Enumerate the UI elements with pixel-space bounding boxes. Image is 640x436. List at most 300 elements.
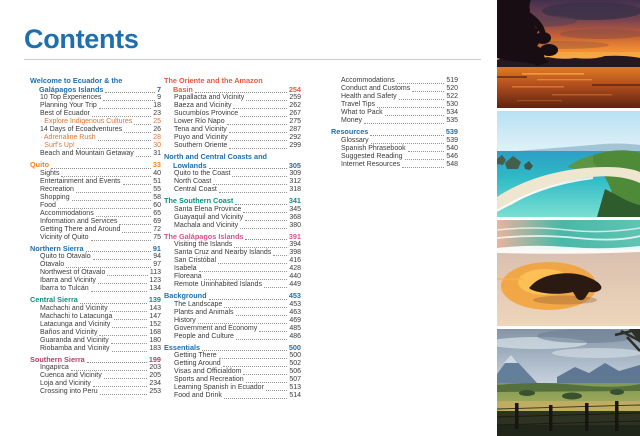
entry-label: Getting There — [174, 352, 217, 359]
toc-entry — [164, 352, 301, 360]
dot-leader — [235, 204, 286, 205]
entry-label: Internet Resources — [341, 160, 401, 168]
entry-label: Crossing into Peru — [40, 388, 98, 395]
entry-page-number: 58 — [153, 193, 161, 201]
dot-leader — [99, 108, 151, 109]
section-page-number: 7 — [156, 84, 161, 94]
entry-page-number: 299 — [289, 142, 301, 149]
section-heading — [164, 153, 301, 170]
entry-page-number: 143 — [149, 304, 161, 312]
entry-page-number: 30 — [153, 142, 161, 149]
toc-entry — [30, 94, 161, 102]
dot-leader — [136, 156, 151, 157]
dot-leader — [385, 115, 445, 116]
toc-entry — [30, 305, 161, 313]
section-page-number: 305 — [288, 160, 301, 170]
section-heading — [164, 197, 301, 206]
toc-entry — [164, 170, 301, 178]
dot-leader — [236, 315, 288, 316]
entry-label: Entertainment and Events — [40, 177, 121, 185]
entry-label: Machachi to Latacunga — [40, 312, 113, 320]
toc-entry — [30, 170, 161, 178]
entry-label: North Coast — [174, 178, 212, 185]
entry-label: Quito to the Coast — [174, 170, 231, 177]
entry-label: Accommodations — [40, 209, 94, 217]
section-label: Quito — [30, 160, 50, 169]
dot-leader — [202, 350, 287, 351]
dot-leader — [104, 378, 148, 379]
entry-label: The Landscape — [174, 300, 223, 308]
entry-page-number: 31 — [153, 150, 161, 157]
entry-page-number: 147 — [149, 312, 161, 320]
dot-leader — [405, 159, 445, 160]
entry-label: Spanish Phrasebook — [341, 144, 406, 152]
entry-page-number: 134 — [149, 285, 161, 292]
toc-entry — [331, 77, 458, 85]
entry-page-number: 318 — [289, 186, 301, 193]
title-divider — [24, 59, 481, 60]
entry-page-number: 368 — [289, 213, 301, 221]
entry-page-number: 267 — [289, 110, 301, 117]
entry-label: Best of Ecuador — [40, 110, 90, 117]
entry-label: Riobamba and Vicinity — [40, 344, 110, 352]
toc-entry — [164, 222, 301, 230]
section-heading-line — [30, 296, 161, 305]
section-page-number: 254 — [288, 84, 301, 94]
dot-leader — [71, 370, 148, 371]
section-page-number: 500 — [288, 342, 301, 352]
dot-leader — [264, 287, 287, 288]
entry-page-number: 259 — [289, 94, 301, 101]
toc-entry — [164, 118, 301, 126]
entry-page-number: 520 — [446, 85, 458, 92]
toc-entry — [30, 313, 161, 321]
section-heading — [331, 128, 458, 137]
dot-leader — [93, 386, 147, 387]
entry-page-number: 500 — [289, 352, 301, 359]
entry-page-number: 9 — [157, 94, 161, 101]
entry-label: Santa Elena Province — [174, 205, 242, 213]
entry-page-number: 485 — [289, 324, 301, 332]
dot-leader — [98, 140, 152, 141]
entry-page-number: 72 — [153, 225, 161, 233]
dot-leader — [243, 374, 287, 375]
section-heading-line — [164, 86, 301, 95]
dot-leader — [243, 212, 287, 213]
toc-entry — [164, 126, 301, 134]
toc-entry — [164, 309, 301, 317]
toc-section — [30, 245, 161, 294]
entry-label: 14 Days of Ecoadventures — [40, 126, 123, 133]
toc-entry — [164, 333, 301, 341]
entry-page-number: 345 — [289, 205, 301, 213]
section-label: The Oriente and the Amazon — [164, 76, 263, 85]
section-label: Lowlands — [173, 160, 207, 170]
entry-label: Otavalo — [40, 261, 65, 268]
dot-leader — [58, 208, 151, 209]
entry-page-number: 97 — [153, 261, 161, 268]
toc-entry — [30, 285, 161, 293]
entry-page-number: 453 — [289, 300, 301, 308]
entry-label: Money — [341, 117, 363, 124]
entry-label: Ingapirca — [40, 364, 69, 371]
entry-page-number: 152 — [149, 320, 161, 328]
dot-leader — [377, 107, 444, 108]
entry-page-number: 205 — [149, 372, 161, 379]
dot-leader — [195, 92, 287, 93]
dot-leader — [87, 362, 147, 363]
entry-label: Planning Your Trip — [40, 102, 97, 109]
entry-label: Accommodations — [341, 77, 395, 84]
section-page-number: 341 — [288, 196, 301, 205]
entry-label: Glossary — [341, 136, 369, 144]
toc-entry — [30, 134, 161, 142]
entry-label: Remote Uninhabited Islands — [174, 281, 262, 288]
entry-page-number: 51 — [153, 177, 161, 185]
dot-leader — [99, 335, 147, 336]
entry-page-number: 540 — [446, 144, 458, 152]
dot-leader — [77, 148, 151, 149]
entry-label: People and Culture — [174, 332, 234, 340]
entry-label: · Surf's Up! — [40, 142, 75, 149]
entry-page-number: 309 — [289, 170, 301, 177]
entry-label: What to Pack — [341, 109, 383, 116]
entry-label: Central Coast — [174, 186, 217, 193]
toc-entry — [30, 269, 161, 277]
dot-leader — [111, 343, 148, 344]
section-heading-line — [164, 233, 301, 242]
toc-entry — [331, 161, 458, 169]
toc-entry — [164, 376, 301, 384]
entry-page-number: 312 — [289, 178, 301, 185]
section-label: Background — [164, 291, 207, 300]
entry-label: Government and Economy — [174, 324, 258, 332]
entry-page-number: 40 — [153, 169, 161, 177]
toc-entry — [30, 321, 161, 329]
entry-label: San Cristóbal — [174, 257, 217, 264]
dot-leader — [273, 255, 287, 256]
dot-leader — [224, 307, 287, 308]
entry-page-number: 394 — [289, 241, 301, 248]
entry-label: Plants and Animals — [174, 308, 234, 316]
toc-entry — [164, 360, 301, 368]
section-heading — [164, 233, 301, 242]
dot-leader — [51, 168, 151, 169]
entry-label: Visiting the Islands — [174, 241, 233, 248]
toc-entry — [30, 186, 161, 194]
entry-label: Papallacta and Vicinity — [174, 94, 245, 101]
entry-label: Ibarra to Tulcán — [40, 285, 89, 292]
entry-label: · Adrenaline Rush — [40, 134, 96, 141]
entry-page-number: 502 — [289, 360, 301, 367]
toc-section — [164, 197, 301, 230]
entry-page-number: 546 — [446, 152, 458, 160]
entry-label: Guaranda and Vicinity — [40, 336, 109, 344]
entry-page-number: 234 — [149, 380, 161, 387]
dot-leader — [112, 351, 148, 352]
entry-page-number: 440 — [289, 273, 301, 280]
toc-entry — [30, 380, 161, 388]
entry-label: Sports and Recreation — [174, 376, 244, 383]
section-heading — [164, 292, 301, 301]
dot-leader — [223, 366, 288, 367]
entry-page-number: 113 — [149, 269, 161, 276]
entry-label: Baños and Vicinity — [40, 328, 98, 336]
entry-label: Food — [40, 201, 56, 209]
dot-leader — [245, 220, 287, 221]
entry-label: Travel Tips — [341, 101, 375, 108]
entry-page-number: 535 — [446, 117, 458, 124]
section-page-number: 199 — [148, 354, 161, 364]
entry-label: Tena and Vicinity — [174, 126, 227, 133]
entry-label: Isabela — [174, 265, 197, 272]
entry-label: Suggested Reading — [341, 152, 403, 160]
section-heading-line — [164, 162, 301, 171]
section-label: The Southern Coast — [164, 196, 234, 205]
toc-entry — [164, 368, 301, 376]
toc-entry — [30, 126, 161, 134]
dot-leader — [227, 124, 288, 125]
dot-leader — [236, 339, 287, 340]
toc-section — [331, 77, 458, 125]
dot-leader — [209, 168, 287, 169]
entry-label: Southern Oriente — [174, 142, 228, 149]
dot-leader — [72, 200, 152, 201]
section-page-number: 453 — [288, 291, 301, 300]
toc-entry — [164, 325, 301, 333]
dot-leader — [198, 323, 288, 324]
toc-section — [331, 128, 458, 169]
toc-section — [30, 356, 161, 397]
toc-entry — [30, 388, 161, 396]
dot-leader — [123, 184, 152, 185]
dot-leader — [229, 132, 288, 133]
section-label: Welcome to Ecuador & the — [30, 76, 123, 85]
toc-entry — [164, 206, 301, 214]
section-heading — [30, 161, 161, 170]
section-heading-line — [331, 128, 458, 137]
dot-leader — [122, 232, 151, 233]
section-page-number: 539 — [445, 127, 458, 136]
entry-page-number: 287 — [289, 126, 301, 133]
toc-column-3 — [331, 77, 458, 169]
dot-leader — [209, 299, 287, 300]
toc-entry — [30, 118, 161, 126]
entry-label: Sights — [40, 169, 60, 177]
dot-leader — [230, 140, 288, 141]
andes-volcano-photo — [497, 329, 640, 436]
section-heading-line — [30, 245, 161, 254]
dot-leader — [107, 275, 147, 276]
dot-leader — [80, 303, 147, 304]
toc-entry — [164, 241, 301, 249]
dot-leader — [76, 192, 151, 193]
dot-leader — [134, 124, 151, 125]
toc-entry — [30, 277, 161, 285]
toc-entry — [164, 392, 301, 400]
toc-entry — [30, 194, 161, 202]
dot-leader — [259, 331, 287, 332]
entry-page-number: 183 — [149, 344, 161, 352]
section-heading — [164, 344, 301, 353]
section-heading-line — [164, 292, 301, 301]
toc-entry — [164, 249, 301, 257]
dot-leader — [199, 271, 288, 272]
toc-entry — [331, 137, 458, 145]
entry-page-number: 507 — [289, 376, 301, 383]
entry-page-number: 18 — [153, 102, 161, 109]
toc-entry — [30, 102, 161, 110]
section-label: The Galápagos Islands — [164, 231, 244, 241]
section-label: North and Central Coasts and — [164, 152, 267, 161]
section-label: Resources — [331, 127, 369, 136]
dot-leader — [105, 92, 154, 93]
toc-entry — [30, 372, 161, 380]
dot-leader — [408, 151, 445, 152]
entry-page-number: 486 — [289, 332, 301, 340]
toc-entry — [30, 329, 161, 337]
toc-entry — [30, 337, 161, 345]
entry-page-number: 253 — [149, 388, 161, 395]
entry-label: Visas and Officialdom — [174, 368, 242, 375]
section-heading-line — [164, 344, 301, 353]
dot-leader — [98, 283, 147, 284]
toc-entry — [164, 301, 301, 309]
page-title: Contents — [24, 24, 139, 54]
entry-page-number: 262 — [289, 102, 301, 109]
toc-entry — [30, 202, 161, 210]
entry-label: Getting Around — [174, 360, 221, 367]
dot-leader — [93, 259, 152, 260]
entry-label: Cuenca and Vicinity — [40, 372, 102, 379]
dot-leader — [112, 327, 147, 328]
entry-label: Health and Safety — [341, 93, 397, 100]
dot-leader — [399, 99, 445, 100]
toc-section — [164, 292, 301, 341]
toc-column-2 — [164, 77, 301, 400]
section-label: Galápagos Islands — [39, 84, 104, 94]
entry-page-number: 26 — [153, 126, 161, 133]
section-page-number: 91 — [152, 243, 161, 253]
toc-entry — [30, 364, 161, 372]
dot-leader — [240, 228, 287, 229]
entry-page-number: 180 — [149, 336, 161, 344]
entry-label: History — [174, 316, 196, 324]
dot-leader — [371, 143, 445, 144]
toc-entry — [331, 109, 458, 117]
dot-leader — [397, 83, 445, 84]
entry-label: Beach and Mountain Getaway — [40, 150, 134, 157]
section-page-number: 391 — [288, 231, 301, 241]
toc-entry — [30, 226, 161, 234]
dot-leader — [246, 382, 288, 383]
toc-entry — [164, 265, 301, 273]
dot-leader — [266, 390, 287, 391]
dot-leader — [229, 148, 287, 149]
entry-page-number: 522 — [446, 93, 458, 100]
toc-entry — [164, 214, 301, 222]
dot-leader — [232, 176, 287, 177]
entry-label: Vicinity of Quito — [40, 233, 89, 241]
toc-entry — [30, 218, 161, 226]
toc-section — [164, 233, 301, 290]
toc-entry — [30, 150, 161, 158]
dot-leader — [412, 91, 444, 92]
entry-page-number: 469 — [289, 316, 301, 324]
dot-leader — [119, 224, 151, 225]
entry-label: Recreation — [40, 185, 74, 193]
beach-cove-photo — [497, 111, 640, 217]
dot-leader — [110, 311, 148, 312]
section-heading-line — [30, 356, 161, 365]
sea-lion-beach-photo — [497, 220, 640, 326]
section-page-number: 139 — [148, 295, 161, 304]
entry-label: Learning Spanish in Ecuador — [174, 384, 264, 391]
entry-page-number: 94 — [153, 253, 161, 260]
toc-entry — [30, 178, 161, 186]
toc-entry — [30, 210, 161, 218]
dot-leader — [204, 279, 288, 280]
toc-entry — [164, 110, 301, 118]
entry-label: · Explore Indigenous Cultures — [40, 118, 133, 125]
dot-leader — [402, 167, 444, 168]
section-label: Essentials — [164, 342, 201, 352]
entry-page-number: 203 — [149, 364, 161, 371]
entry-label: Information and Services — [40, 217, 118, 225]
section-heading — [30, 356, 161, 365]
entry-page-number: 75 — [153, 233, 161, 241]
entry-label: Baeza and Vicinity — [174, 102, 232, 109]
entry-label: Floreana — [174, 273, 202, 280]
toc-entry — [164, 281, 301, 289]
entry-label: 10 Top Experiences — [40, 94, 102, 101]
toc-entry — [164, 142, 301, 150]
dot-leader — [96, 216, 152, 217]
toc-entry — [30, 142, 161, 150]
entry-label: Shopping — [40, 193, 70, 201]
toc-section — [30, 77, 161, 158]
dot-leader — [218, 263, 287, 264]
dot-leader — [114, 319, 147, 320]
section-label: Northern Sierra — [30, 243, 84, 253]
section-page-number: 33 — [152, 160, 161, 169]
entry-label: Guayaquil and Vicinity — [174, 213, 244, 221]
entry-label: Conduct and Customs — [341, 85, 411, 92]
entry-label: Santa Cruz and Nearby Islands — [174, 249, 272, 256]
section-heading — [164, 77, 301, 94]
entry-page-number: 123 — [149, 277, 161, 284]
dot-leader — [233, 108, 287, 109]
dot-leader — [91, 291, 148, 292]
toc-entry — [164, 134, 301, 142]
toc-entry — [164, 317, 301, 325]
toc-entry — [30, 234, 161, 242]
toc-entry — [331, 153, 458, 161]
entry-label: Machachi and Vicinity — [40, 304, 108, 312]
dot-leader — [66, 267, 151, 268]
dot-leader — [245, 239, 286, 240]
toc-entry — [331, 145, 458, 153]
dot-leader — [124, 132, 151, 133]
entry-page-number: 519 — [446, 77, 458, 84]
toc-entry — [331, 93, 458, 101]
entry-page-number: 548 — [446, 160, 458, 168]
section-heading-line — [164, 197, 301, 206]
entry-page-number: 69 — [153, 217, 161, 225]
entry-label: Machala and Vicinity — [174, 221, 239, 229]
dot-leader — [92, 116, 151, 117]
toc-entry — [164, 178, 301, 186]
